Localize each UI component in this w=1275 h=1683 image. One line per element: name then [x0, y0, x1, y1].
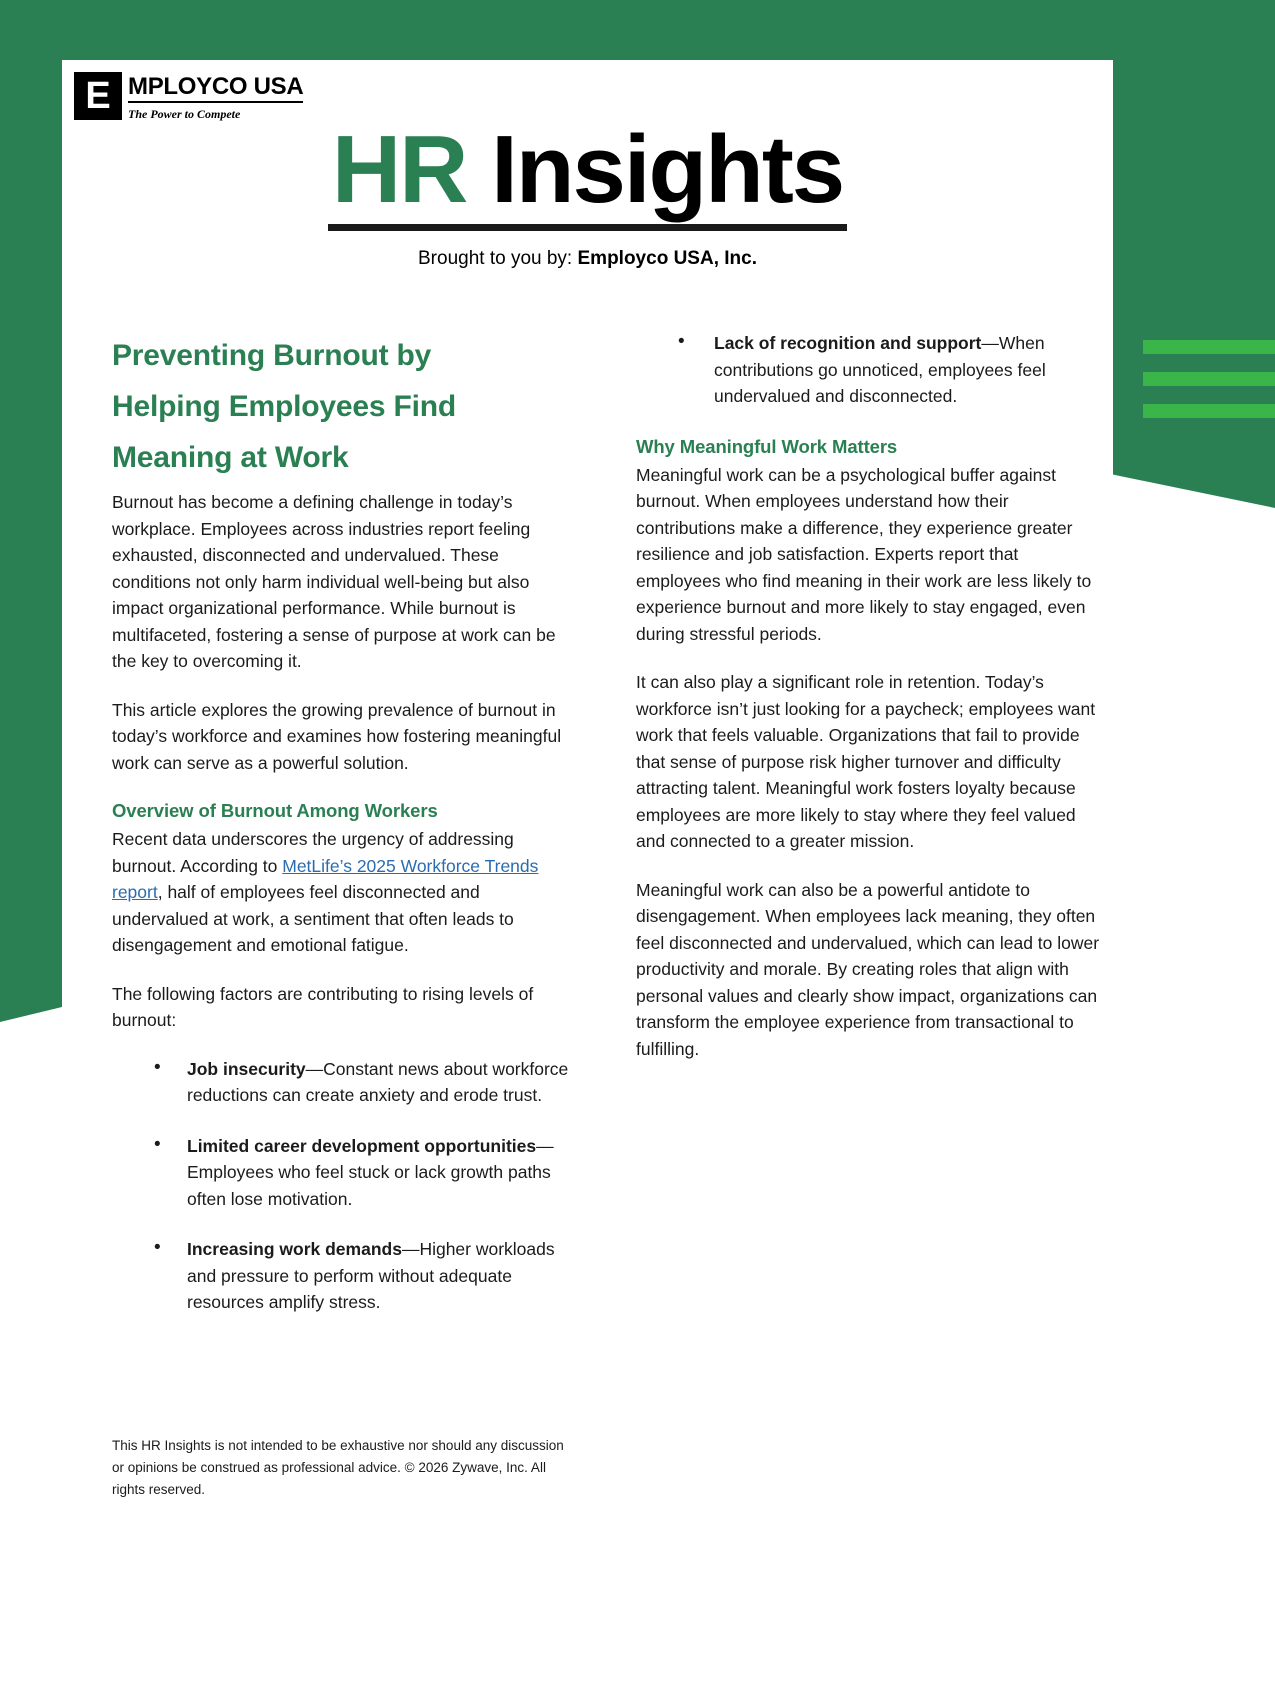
article-title-line-1: Preventing Burnout by: [112, 339, 432, 372]
overview-paragraph: [112, 826, 578, 959]
logo-mark-letter: E: [74, 72, 122, 120]
footer-disclaimer: This HR Insights is not intended to be exhaustive nor should any discussion or opinions be construed as professional advice. © 2026 Zywave, Inc. All rights reserved.: [112, 1438, 564, 1497]
second-paragraph: This article explores the growing prevalence of burnout in today’s workforce and examines how fostering meaningful work can serve as a powerful solution.: [112, 699, 562, 773]
burnout-factors-list-continued: [636, 330, 1102, 410]
right-column: [636, 330, 1102, 1340]
article-title: [112, 330, 578, 483]
overview-text-before-link: Recent data underscores the urgency of addressing burnout. According to: [112, 829, 514, 876]
list-item-dash: —: [305, 1058, 324, 1079]
why-paragraph-1: Meaningful work can be a psychological buffer against burnout. When employees understand how their contributions make a difference, they experience greater resilience and job satisfaction. Experts report that employees who find meaning in their work are less likely to experience burnout and more likely to stay engaged, even during stressful periods.: [636, 464, 1092, 644]
list-item-dash: —: [401, 1239, 420, 1259]
green-accent-bar: [1143, 340, 1275, 354]
green-right-band-tip: [1112, 460, 1275, 508]
green-accent-bars: [1112, 340, 1275, 436]
article-title-line-3: Meaning at Work: [112, 441, 349, 474]
overview-text-after-link: , half of employees feel disconnected and undervalued at work, a sentiment that often leads to disengagement and emotional fatigue.: [112, 882, 514, 955]
intro-paragraph: Burnout has become a defining challenge in today’s workplace. Employees across industries report feeling exhausted, disconnected and undervalued. These conditions not only harm individual well-being but also impact organizational performance. While burnout is multifaceted, fostering a sense of purpose at work can be the key to overcoming it.: [112, 492, 556, 671]
page-title-accent: HR: [331, 116, 467, 223]
page-title-rest: Insights: [466, 116, 844, 223]
article-columns: [112, 330, 1102, 1340]
list-item-term: Limited career development opportunities: [187, 1135, 537, 1156]
list-item: [112, 1133, 578, 1213]
list-item-term: Increasing work demands: [187, 1239, 402, 1259]
green-top-band: [0, 0, 1275, 60]
left-column: [112, 330, 578, 1340]
list-item-dash: —: [536, 1135, 554, 1156]
green-accent-bar: [1143, 404, 1275, 418]
why-meaningful-work-heading: Why Meaningful Work Matters: [636, 435, 898, 457]
logo-company-name: MPLOYCO USA: [128, 74, 303, 103]
list-item: [112, 1236, 578, 1316]
green-accent-bar: [1143, 372, 1275, 386]
list-item: [636, 330, 1102, 410]
brought-to-you-by: [62, 247, 1113, 271]
brought-to-you-by-label: Brought to you by:: [418, 248, 573, 269]
why-paragraph-3: Meaningful work can also be a powerful antidote to disengagement. When employees lack meaning, they often feel disconnected and undervalued, which can lead to lower productivity and morale. By creating roles that align with personal values and clearly show impact, organizations can transform the employee experience from transactional to fulfilling.: [636, 879, 1100, 1059]
overview-heading: Overview of Burnout Among Workers: [112, 800, 438, 821]
burnout-factors-list: [112, 1056, 578, 1316]
page-title: [328, 118, 847, 231]
why-paragraph-2: It can also play a significant role in retention. Today’s workforce isn’t just looking for a paycheck; employees want work that feels valuable. Organizations that fail to provide that sense of purpose risk higher turnover and difficulty attracting talent. Meaningful work fosters loyalty because employees are more likely to stay where they feel valued and connected to a greater mission.: [636, 672, 1096, 851]
list-item-description: Employees who feel stuck or lack growth paths often lose motivation.: [187, 1162, 551, 1209]
list-item-term: Job insecurity: [187, 1058, 306, 1079]
metlife-report-link[interactable]: MetLife’s 2025 Workforce Trends report: [112, 855, 539, 902]
list-item: [112, 1056, 578, 1109]
employco-logo: [74, 72, 303, 123]
article-title-line-2: Helping Employees Find: [112, 390, 456, 423]
logo-text-block: [128, 72, 303, 123]
brought-to-you-by-name: Employco USA, Inc.: [577, 248, 757, 269]
list-item-description: Higher workloads and pressure to perform without adequate resources amplify stress.: [187, 1239, 555, 1312]
list-item-description: Constant news about workforce reductions can create anxiety and erode trust.: [187, 1058, 569, 1105]
list-item-dash: —: [981, 333, 999, 353]
factors-intro-paragraph: The following factors are contributing to rising levels of burnout:: [112, 983, 534, 1030]
list-item-description: When contributions go unnoticed, employees feel undervalued and disconnected.: [714, 333, 1046, 406]
logo-tagline: The Power to Compete: [128, 107, 241, 121]
masthead: [62, 118, 1113, 271]
content-sheet: [62, 60, 1113, 1630]
list-item-term: Lack of recognition and support: [714, 333, 982, 353]
